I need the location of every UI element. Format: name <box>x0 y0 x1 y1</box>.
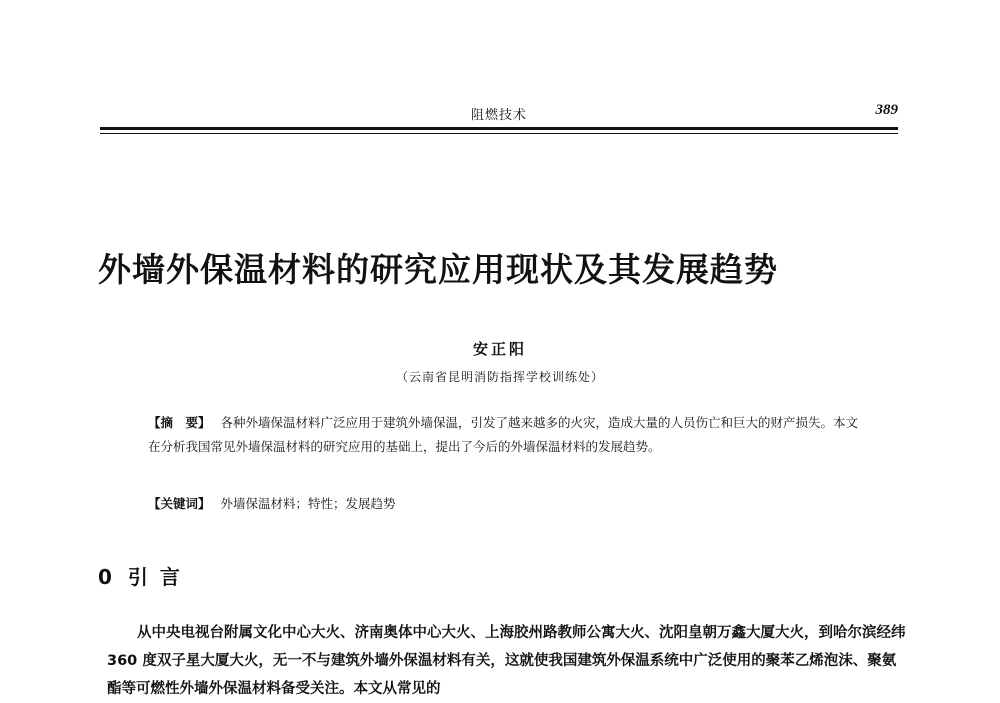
abstract-label: 【摘 要】 <box>148 415 211 430</box>
running-head <box>100 102 898 124</box>
keywords <box>148 492 860 516</box>
body-paragraph: 从中央电视台附属文化中心大火、济南奥体中心大火、上海胶州路教师公寓大火、沈阳皇朝万鑫大厦大火，到哈尔滨经纬 360 度双子星大厦大火，无一不与建筑外墙外保温材料有关，这就使我国建筑外保温系统中广泛使用的聚苯乙烯泡沫、聚氨酯等可燃性外墙外保温材料备受关注。本文从常见的 <box>107 625 906 697</box>
abstract <box>148 411 860 459</box>
paper-title: 外墙外保温材料的研究应用现状及其发展趋势 <box>98 250 778 289</box>
running-title: 阻燃技术 <box>470 108 527 123</box>
keywords-label: 【关键词】 <box>148 496 211 511</box>
author-affiliation: （云南省昆明消防指挥学校训练处） <box>395 370 604 384</box>
abstract-text: 各种外墙保温材料广泛应用于建筑外墙保温，引发了越来越多的火灾，造成大量的人员伤亡和巨大的财产损失。本文在分析我国常见外墙保温材料的研究应用的基础上，提出了今后的外墙保温材料的发展趋势。 <box>148 415 859 454</box>
section-title: 引言 <box>127 565 192 589</box>
header-rule-thin <box>100 133 898 134</box>
section-number: 0 <box>98 565 114 589</box>
author-name: 安正阳 <box>472 340 527 358</box>
page-number: 389 <box>875 102 898 118</box>
keywords-text: 外墙保温材料；特性；发展趋势 <box>220 496 396 511</box>
header-rule-thick <box>100 127 898 130</box>
section-heading <box>98 561 192 590</box>
